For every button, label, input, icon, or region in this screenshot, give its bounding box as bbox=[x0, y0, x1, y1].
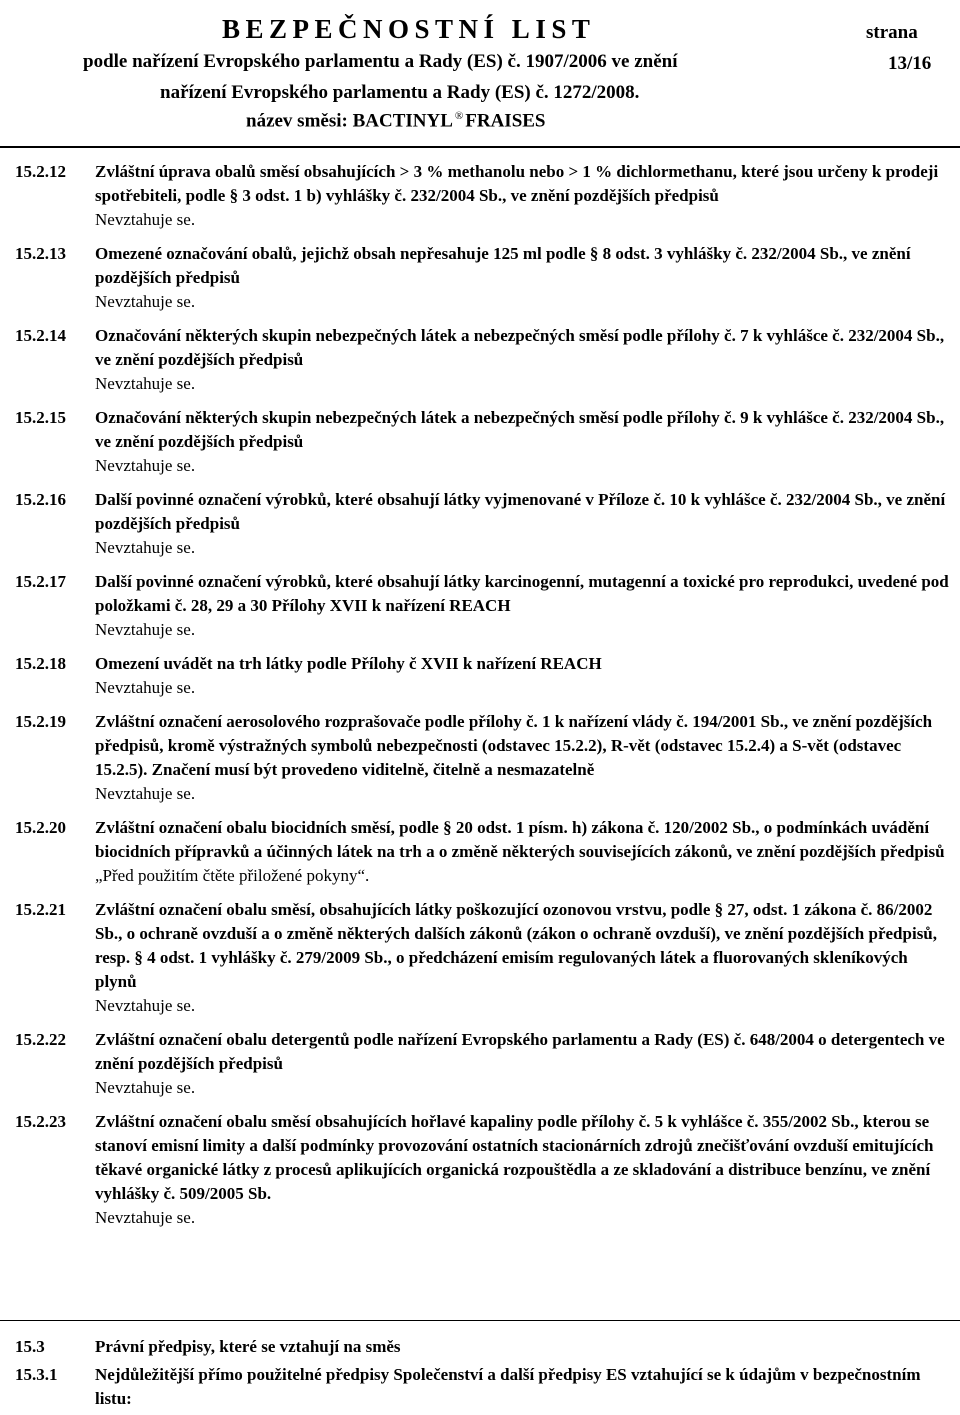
not-applicable-note: Nevztahuje se. bbox=[95, 1078, 196, 1097]
bottom-section-item bbox=[0, 1363, 960, 1411]
section-item bbox=[0, 570, 960, 642]
section-item bbox=[0, 1110, 960, 1230]
section-number: 15.2.19 bbox=[15, 712, 66, 731]
bottom-section-item bbox=[0, 1335, 960, 1359]
sections-list bbox=[0, 160, 960, 1240]
section-item bbox=[0, 488, 960, 560]
not-applicable-note: Nevztahuje se. bbox=[95, 1208, 196, 1227]
section-number: 15.2.13 bbox=[15, 244, 66, 263]
regulation-line-2: nařízení Evropského parlamentu a Rady (ES) č. 1272/2008. bbox=[160, 82, 640, 103]
section-title: Zvláštní označení aerosolového rozprašovače podle přílohy č. 1 k nařízení vlády č. 194/2001 Sb., ve znění pozdějších předpisů, kromě výstražných symbolů nebezpečnosti (odstavec 15.2.2), R-vět (odstavec 15.2.4) a S-vět (odstavec 15.2.5). Značení musí být provedeno viditelně, čitelně a nesmazatelně bbox=[95, 712, 933, 779]
section-number: 15.2.22 bbox=[15, 1030, 66, 1049]
product-name bbox=[246, 110, 546, 132]
not-applicable-note: Nevztahuje se. bbox=[95, 538, 196, 557]
section-title: Zvláštní úprava obalů směsí obsahujících > 3 % methanolu nebo > 1 % dichlormethanu, které jsou určeny k prodeji spotřebiteli, podle § 3 odst. 1 b) vyhlášky č. 232/2004 Sb., ve znění pozdějších předpisů bbox=[95, 162, 939, 205]
bottom-sections bbox=[0, 1335, 960, 1415]
section-title: Omezené označování obalů, jejichž obsah nepřesahuje 125 ml podle § 8 odst. 3 vyhlášky č. 232/2004 Sb., ve znění pozdějších předpisů bbox=[95, 244, 911, 287]
section-title: Zvláštní označení obalu detergentů podle nařízení Evropského parlamentu a Rady (ES) č. 648/2004 o detergentech ve znění pozdějších předpisů bbox=[95, 1030, 945, 1073]
section-title: Označování některých skupin nebezpečných látek a nebezpečných směsí podle přílohy č. 7 k vyhlášce č. 232/2004 Sb., ve znění pozdějších předpisů bbox=[95, 326, 945, 369]
section-number: 15.2.20 bbox=[15, 818, 66, 837]
section-number: 15.2.16 bbox=[15, 490, 66, 509]
not-applicable-note: Nevztahuje se. bbox=[95, 620, 196, 639]
document-title: BEZPEČNOSTNÍ LIST bbox=[222, 14, 596, 44]
section-item bbox=[0, 898, 960, 1018]
document-header bbox=[0, 0, 960, 148]
page-label: strana bbox=[866, 22, 918, 43]
not-applicable-note: Nevztahuje se. bbox=[95, 784, 196, 803]
section-item bbox=[0, 710, 960, 806]
section-number: 15.2.15 bbox=[15, 408, 66, 427]
section-number: 15.2.18 bbox=[15, 654, 66, 673]
product-name-prefix: název směsi: BACTINYL bbox=[246, 110, 453, 132]
not-applicable-note: Nevztahuje se. bbox=[95, 996, 196, 1015]
registered-mark: ® bbox=[454, 110, 464, 122]
section-title: Další povinné označení výrobků, které obsahují látky karcinogenní, mutagenní a toxické pro reprodukci, uvedené pod položkami č. 28, 29 a 30 Přílohy XVII k nařízení REACH bbox=[95, 572, 949, 615]
not-applicable-note: Nevztahuje se. bbox=[95, 292, 196, 311]
section-item bbox=[0, 1028, 960, 1100]
section-number: 15.2.23 bbox=[15, 1112, 66, 1131]
section-number: 15.2.12 bbox=[15, 162, 66, 181]
section-title: Další povinné označení výrobků, které obsahují látky vyjmenované v Příloze č. 10 k vyhlášce č. 232/2004 Sb., ve znění pozdějších předpisů bbox=[95, 490, 946, 533]
section-item bbox=[0, 652, 960, 700]
section-title: Omezení uvádět na trh látky podle Přílohy č XVII k nařízení REACH bbox=[95, 654, 602, 673]
section-item bbox=[0, 324, 960, 396]
section-title: Zvláštní označení obalu směsí obsahujících hořlavé kapaliny podle přílohy č. 5 k vyhlášce č. 355/2002 Sb., kterou se stanoví emisní limity a další podmínky provozování ostatních stacionárních zdrojů znečišťování ovzduší emitujících těkavé organické látky z procesů aplikujících organická rozpouštědla a ze skladování a distribuce benzínu, ve znění vyhlášky č. 509/2005 Sb. bbox=[95, 1112, 934, 1203]
section-title: Označování některých skupin nebezpečných látek a nebezpečných směsí podle přílohy č. 9 k vyhlášce č. 232/2004 Sb., ve znění pozdějších předpisů bbox=[95, 408, 945, 451]
not-applicable-note: Nevztahuje se. bbox=[95, 210, 196, 229]
not-applicable-note: Nevztahuje se. bbox=[95, 374, 196, 393]
section-title: Zvláštní označení obalu biocidních směsí, podle § 20 odst. 1 písm. h) zákona č. 120/2002 Sb., o podmínkách uvádění biocidních přípravků a účinných látek na trh a o změně některých souvisejících zákonů, ve znění pozdějších předpisů bbox=[95, 818, 945, 861]
header-divider bbox=[0, 146, 960, 148]
section-item bbox=[0, 406, 960, 478]
section-title: Nejdůležitější přímo použitelné předpisy Společenství a další předpisy ES vztahující se k údajům v bezpečnostním listu: bbox=[95, 1365, 921, 1408]
section-title: Zvláštní označení obalu směsí, obsahujících látky poškozující ozonovou vrstvu, podle § 27, odst. 1 zákona č. 86/2002 Sb., o ochraně ovzduší a o změně některých dalších zákonů (zákon o ochraně ovzduší), ve znění pozdějších předpisů, resp. § 4 odst. 1 vyhlášky č. 279/2009 Sb., o předcházení emisím regulovaných látek a fluorovaných skleníkových plynů bbox=[95, 900, 938, 991]
section-text: „Před použitím čtěte přiložené pokyny“. bbox=[95, 866, 370, 885]
not-applicable-note: Nevztahuje se. bbox=[95, 678, 196, 697]
section-item bbox=[0, 816, 960, 888]
section-number: 15.2.17 bbox=[15, 572, 66, 591]
regulation-line-1: podle nařízení Evropského parlamentu a Rady (ES) č. 1907/2006 ve znění bbox=[83, 51, 678, 72]
not-applicable-note: Nevztahuje se. bbox=[95, 456, 196, 475]
product-name-suffix: FRAISES bbox=[465, 110, 546, 132]
section-number: 15.2.21 bbox=[15, 900, 66, 919]
section-item bbox=[0, 160, 960, 232]
section-number: 15.3.1 bbox=[15, 1365, 58, 1384]
section-number: 15.2.14 bbox=[15, 326, 66, 345]
section-item bbox=[0, 242, 960, 314]
bottom-divider bbox=[0, 1320, 960, 1321]
page-number: 13/16 bbox=[888, 53, 932, 74]
section-title: Právní předpisy, které se vztahují na směs bbox=[95, 1337, 401, 1356]
section-number: 15.3 bbox=[15, 1337, 45, 1356]
